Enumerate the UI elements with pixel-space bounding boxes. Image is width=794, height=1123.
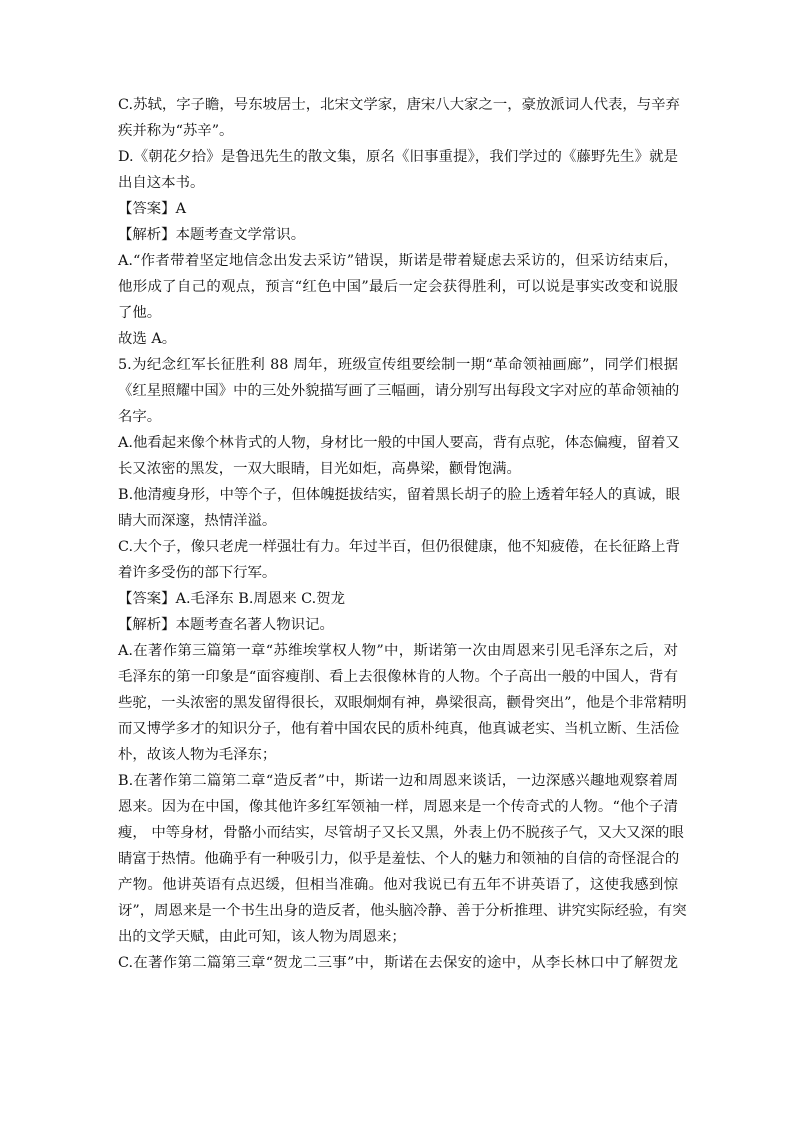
text-line: 而又博学多才的知识分子，他有着中国农民的质朴纯真，他真诚老实、当机立断、生活俭 [118,721,680,737]
text-line: 睛富于热情。他确乎有一种吸引力，似乎是羞怯、个人的魅力和领袖的自信的奇怪混合的 [118,851,680,867]
text-line: 【解析】本题考查名著人物识记。 [118,617,334,633]
text-line: A.“作者带着坚定地信念出发去采访”错误，斯诺是带着疑虑去采访的，但采访结束后， [118,253,678,269]
text-line: 【答案】A.毛泽东 B.周恩来 C.贺龙 [118,591,346,607]
text-line: 【答案】A [118,201,186,217]
text-line: C.苏轼，字子瞻，号东坡居士，北宋文学家，唐宋八大家之一，豪放派词人代表，与辛弃 [118,97,680,113]
text-line: 恩来。因为在中国，像其他许多红军领袖一样，周恩来是一个传奇式的人物。“他个子清 [118,799,678,815]
text-line: 长又浓密的黑发，一双大眼睛，目光如炬，高鼻梁，颧骨饱满。 [118,461,521,477]
text-line: 他形成了自己的观点，预言“红色中国”最后一定会获得胜利，可以说是事实改变和说服 [118,279,678,295]
text-line: 着许多受伤的部下行军。 [118,565,277,581]
text-line: A.在著作第三篇第一章“苏维埃掌权人物”中，斯诺第一次由周恩来引见毛泽东之后，对 [118,643,678,659]
text-line: 些驼，一头浓密的黑发留得很长，双眼炯炯有神，鼻梁很高，颧骨突出”，他是个非常精明 [118,695,687,711]
text-line: B.在著作第二篇第二章“造反者”中，斯诺一边和周恩来谈话，一边深感兴趣地观察着周 [118,773,678,789]
text-line: 5.为纪念红军长征胜利 88 周年，班级宣传组要绘制一期“革命领袖画廊”，同学们根据 [118,357,678,373]
text-line: D.《朝花夕拾》是鲁迅先生的散文集，原名《旧事重提》，我们学过的《藤野先生》就是 [118,149,678,165]
text-line: 《红星照耀中国》中的三处外貌描写画了三幅画，请分别写出每段文字对应的革命领袖的 [118,383,680,399]
text-line: C.大个子，像只老虎一样强壮有力。年过半百，但仍很健康，他不知疲倦，在长征路上背 [118,539,680,555]
text-line: 名字。 [118,409,162,425]
text-line: 朴，故该人物为毛泽东； [118,747,277,763]
text-line: 毛泽东的第一印象是“面容瘦削、看上去很像林肯的人物。个子高出一般的中国人，背有 [118,669,678,685]
text-line: A.他看起来像个林肯式的人物，身材比一般的中国人要高，背有点驼，体态偏瘦，留着又 [118,435,680,451]
text-line: C.在著作第二篇第三章“贺龙二三事”中，斯诺在去保安的途中，从李长林口中了解贺龙 [118,955,678,971]
text-line: 产物。他讲英语有点迟缓，但相当准确。他对我说已有五年不讲英语了，这使我感到惊 [118,877,678,893]
text-line: 疾并称为“苏辛”。 [118,123,234,139]
text-line: 故选 A。 [118,331,177,347]
text-line: 【解析】本题考查文学常识。 [118,227,306,243]
document-body [118,92,687,976]
text-line: 出的文学天赋，由此可知，该人物为周恩来； [118,929,406,945]
text-line: 瘦， 中等身材，骨骼小而结实，尽管胡子又长又黑，外表上仍不脱孩子气，又大又深的眼 [118,825,684,841]
text-line: 了他。 [118,305,162,321]
text-line: 睛大而深邃，热情洋溢。 [118,513,277,529]
text-line: 讶”，周恩来是一个书生出身的造反者，他头脑冷静、善于分析推理、讲究实际经验，有突 [118,903,687,919]
text-line: B.他清瘦身形，中等个子，但体魄挺拔结实，留着黑长胡子的脸上透着年轻人的真诚，眼 [118,487,680,503]
text-line: 出自这本书。 [118,175,205,191]
